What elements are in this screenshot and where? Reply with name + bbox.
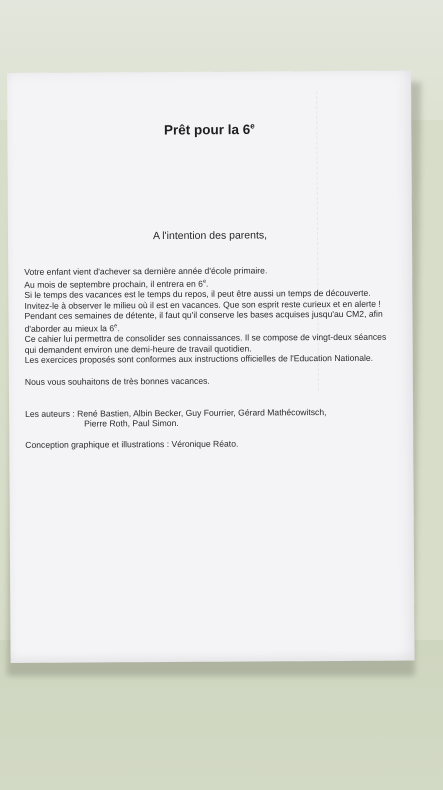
september-text: Au mois de septembre prochain, il entrera en 6 (24, 278, 203, 290)
paragraph-wishes: Nous vous souhaitons de très bonnes vacances. (24, 375, 210, 387)
keep-basics-sup: e (114, 323, 118, 330)
authors-line-1: Les auteurs : René Bastien, Albin Becker, Guy Fourrier, Gérard Mathécowitsch, (25, 406, 327, 419)
booklet-page (7, 71, 415, 663)
paragraph-observe: Invitez-le à observer le milieu où il est en vacances. Que son esprit reste curieux et en alerte ! (24, 298, 381, 311)
keep-basics-end: . (117, 323, 120, 334)
credits-line: Conception graphique et illustrations : Véronique Réato. (25, 438, 239, 450)
authors-line-2: Pierre Roth, Paul Simon. (84, 418, 179, 429)
paragraph-official-instructions: Les exercices proposés sont conformes aux instructions officielles de l'Education Nationale. (24, 353, 374, 366)
paragraph-workbook: Ce cahier lui permettra de consolider ses connaissances. Il se compose de vingt-deux séances qui demandent environ une demi-heure de travail quotidien. (24, 331, 387, 355)
paragraph-vacation-discovery: Si le temps des vacances est le temps du repos, il peut être aussi un temps de découverte. (24, 287, 371, 300)
letter-body (24, 265, 400, 451)
paragraph-keep-basics (24, 309, 399, 334)
page-title-superscript: e (250, 121, 255, 131)
september-end: . (205, 278, 209, 289)
salutation-heading: A l'intention des parents, (152, 229, 268, 243)
page-title (7, 121, 411, 139)
paragraph-end-of-primary: Votre enfant vient d'achever sa dernière année d'école primaire. (24, 265, 268, 277)
page-title-text: Prêt pour la 6 (163, 122, 251, 138)
september-sup: e (202, 278, 207, 285)
keep-basics-text: Pendant ces semaines de détente, il faut qu'il conserve les bases acquises jusqu'au CM2, afin d'aborder au mieux la 6 (24, 308, 383, 334)
